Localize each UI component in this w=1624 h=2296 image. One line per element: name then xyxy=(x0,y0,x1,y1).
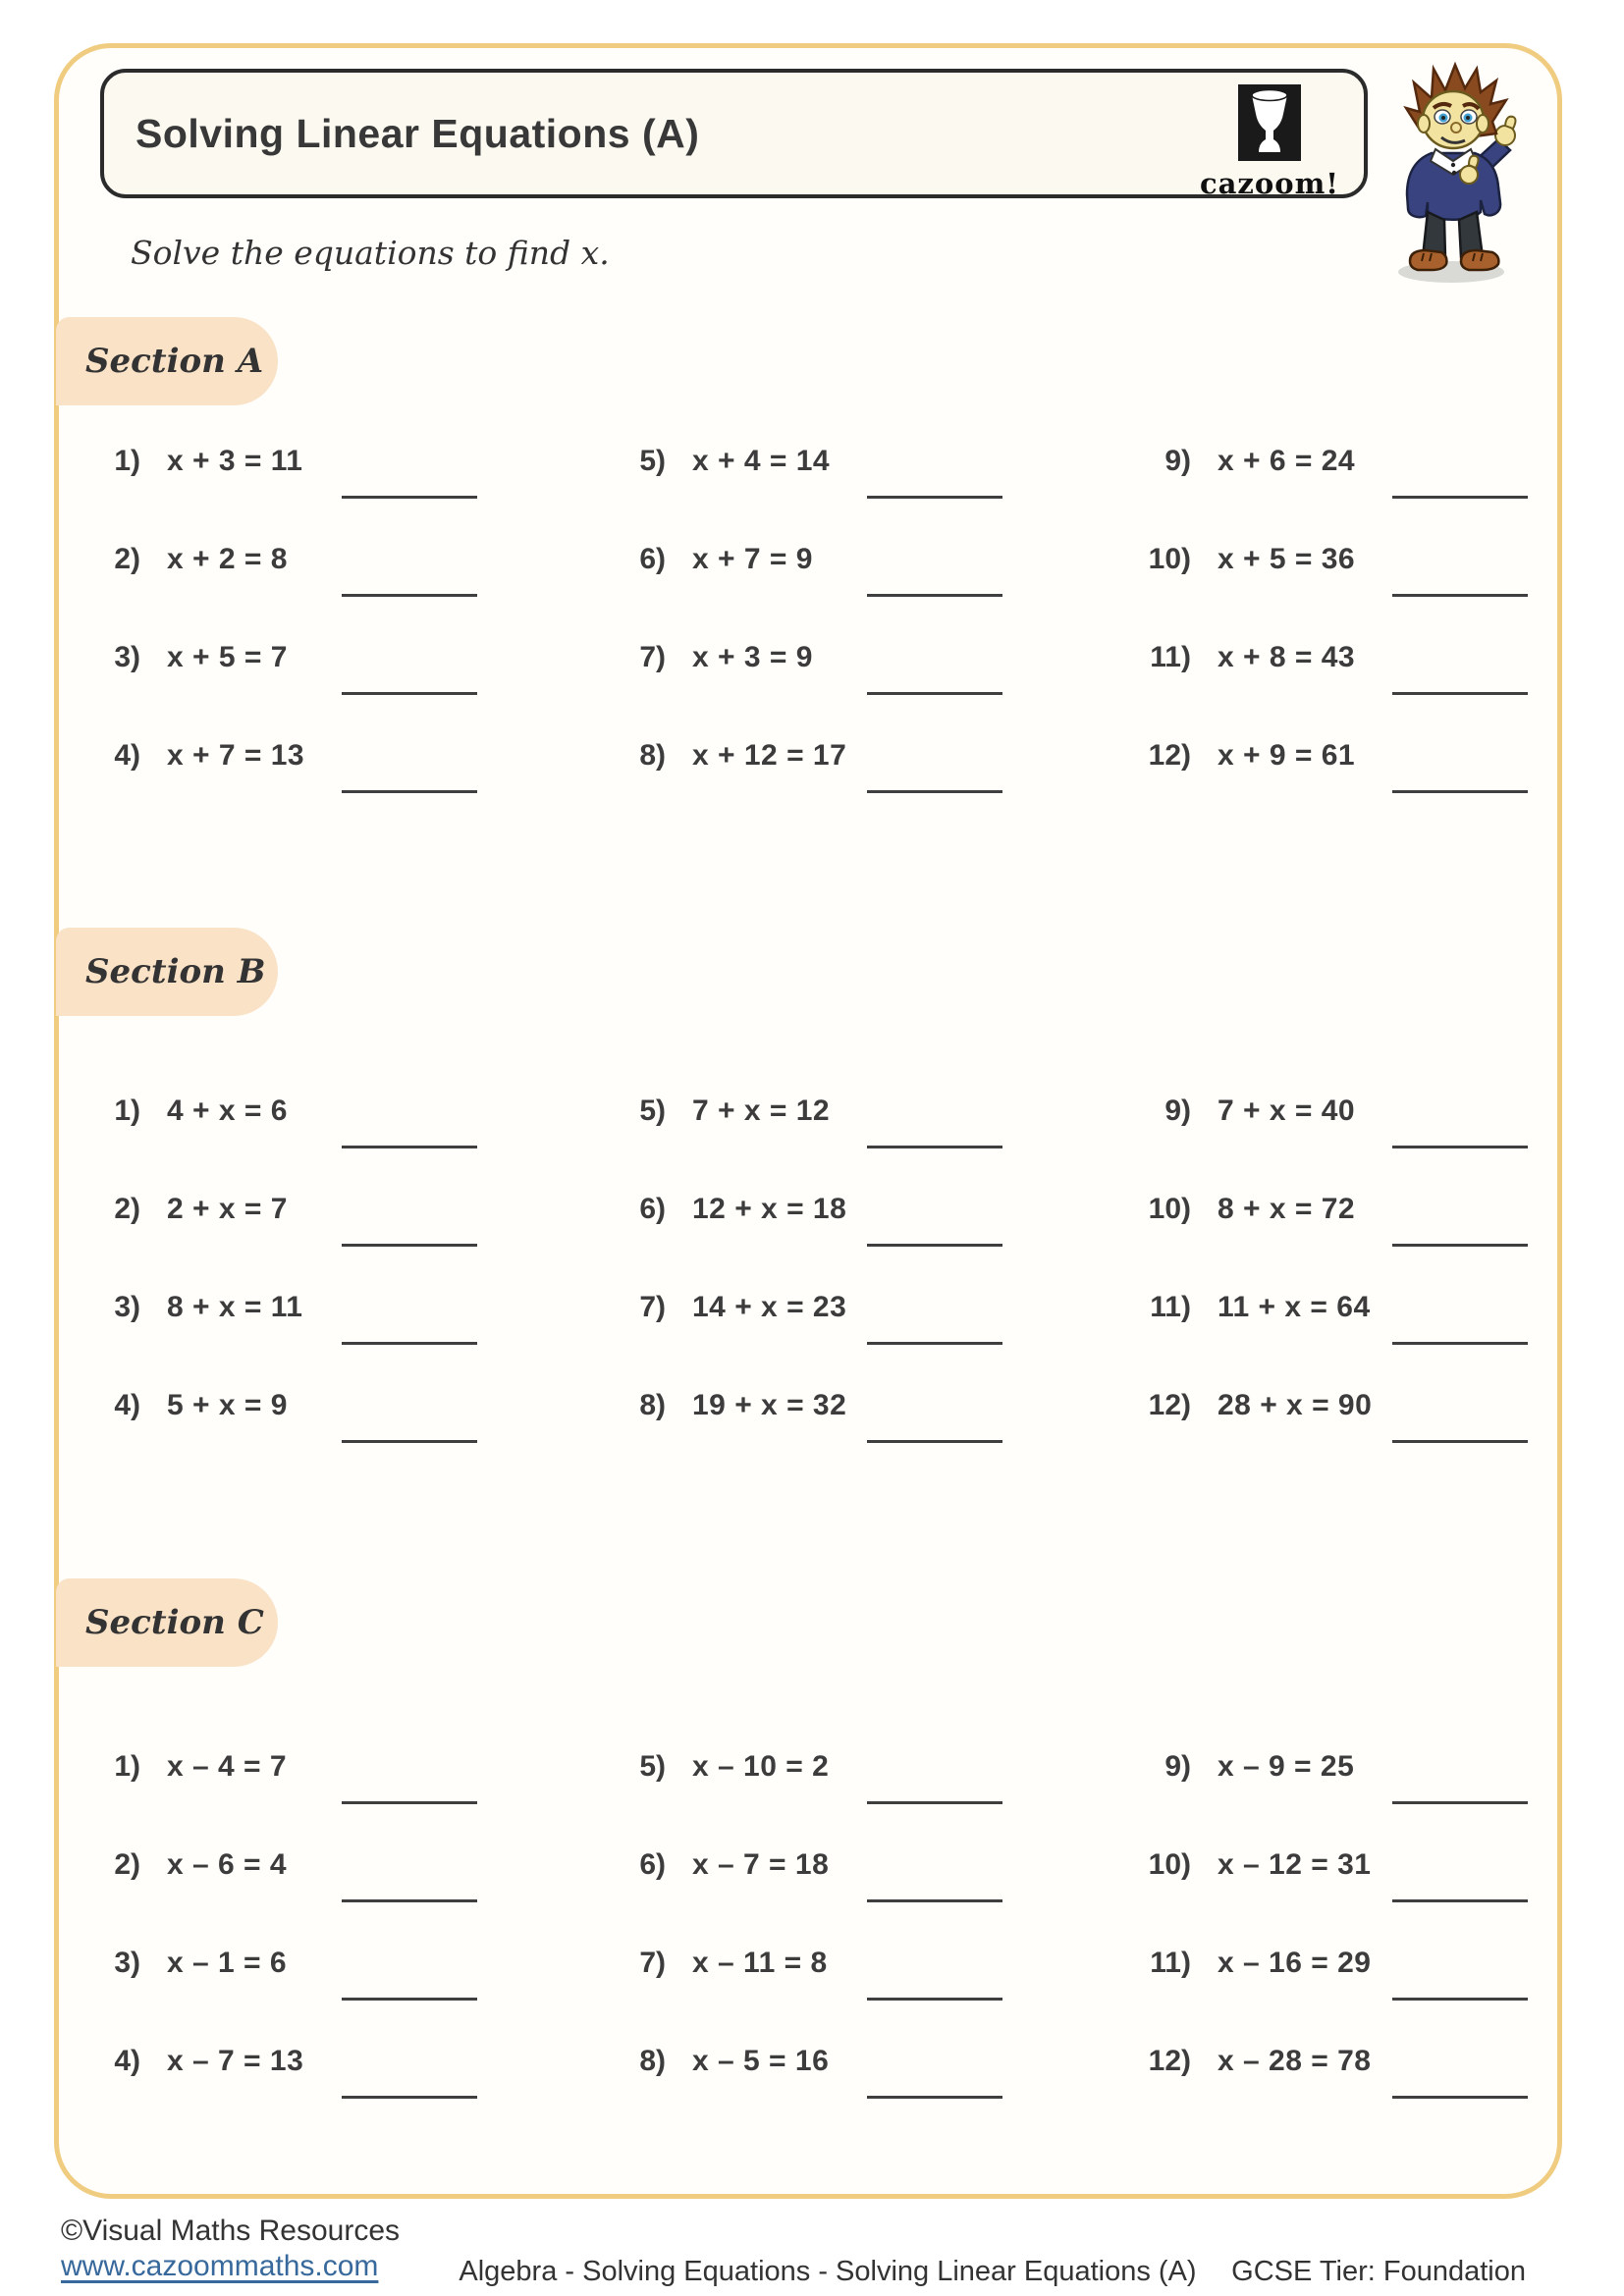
answer-line[interactable] xyxy=(1392,790,1528,793)
equation-text: x + 7 = 9 xyxy=(692,543,813,575)
equation-text: x – 7 = 13 xyxy=(167,2045,304,2077)
equation-number: 9) xyxy=(1164,1095,1191,1127)
footer-website-link[interactable]: www.cazoommaths.com xyxy=(61,2250,379,2282)
worksheet-header xyxy=(100,69,1368,198)
answer-line[interactable] xyxy=(1392,1899,1528,1902)
equation-text: x + 2 = 8 xyxy=(167,543,288,575)
equation-text: 12 + x = 18 xyxy=(692,1193,847,1225)
equation-item xyxy=(1144,2039,1560,2137)
equation-item xyxy=(619,537,1080,635)
page-title: Solving Linear Equations (A) xyxy=(135,110,700,156)
equation-number: 7) xyxy=(639,641,666,673)
equation-item xyxy=(619,1089,1080,1187)
equation-item xyxy=(619,733,1080,831)
equation-text: 14 + x = 23 xyxy=(692,1291,847,1323)
equation-text: x + 3 = 9 xyxy=(692,641,813,673)
equation-text: x + 6 = 24 xyxy=(1218,445,1356,477)
equation-item xyxy=(93,1383,555,1481)
equation-text: x – 16 = 29 xyxy=(1218,1947,1372,1979)
answer-line[interactable] xyxy=(342,1146,477,1148)
equation-number: 7) xyxy=(639,1291,666,1323)
equation-item xyxy=(1144,1089,1560,1187)
equation-number: 8) xyxy=(639,1389,666,1421)
equation-text: x – 5 = 16 xyxy=(692,2045,830,2077)
equation-text: 7 + x = 12 xyxy=(692,1095,831,1127)
answer-line[interactable] xyxy=(342,2096,477,2099)
equation-item xyxy=(619,635,1080,733)
equation-item xyxy=(1144,1187,1560,1285)
equation-item xyxy=(93,635,555,733)
equation-number: 3) xyxy=(114,1291,140,1323)
answer-line[interactable] xyxy=(1392,1801,1528,1804)
equation-item xyxy=(619,1842,1080,1941)
equation-text: 2 + x = 7 xyxy=(167,1193,288,1225)
equation-number: 6) xyxy=(639,1193,666,1225)
answer-line[interactable] xyxy=(1392,1244,1528,1247)
equation-number: 7) xyxy=(639,1947,666,1979)
equation-number: 2) xyxy=(114,1848,140,1881)
equation-item xyxy=(1144,635,1560,733)
djembe-drum-icon xyxy=(1238,84,1301,166)
equation-text: 28 + x = 90 xyxy=(1218,1389,1373,1421)
equation-text: x – 11 = 8 xyxy=(692,1947,828,1979)
equation-text: x + 5 = 36 xyxy=(1218,543,1356,575)
equation-text: 5 + x = 9 xyxy=(167,1389,288,1421)
equation-text: 8 + x = 72 xyxy=(1218,1193,1356,1225)
equation-item xyxy=(619,1285,1080,1383)
answer-line[interactable] xyxy=(867,1440,1002,1443)
answer-line[interactable] xyxy=(1392,1440,1528,1443)
equation-text: x + 9 = 61 xyxy=(1218,739,1356,772)
equation-text: 19 + x = 32 xyxy=(692,1389,847,1421)
answer-line[interactable] xyxy=(342,1801,477,1804)
answer-line[interactable] xyxy=(867,692,1002,695)
equation-number: 4) xyxy=(114,739,140,772)
answer-line[interactable] xyxy=(1392,692,1528,695)
answer-line[interactable] xyxy=(342,1342,477,1345)
section-a-label: Section A xyxy=(56,317,278,405)
footer-tier-label: GCSE Tier: Foundation xyxy=(1231,2256,1526,2287)
footer-breadcrumb: Algebra - Solving Equations - Solving Linear Equations (A) xyxy=(459,2256,1197,2287)
equation-item xyxy=(619,2039,1080,2137)
answer-line[interactable] xyxy=(342,790,477,793)
answer-line[interactable] xyxy=(342,594,477,597)
equation-number: 11) xyxy=(1150,641,1191,673)
answer-line[interactable] xyxy=(1392,1146,1528,1148)
equation-item xyxy=(1144,733,1560,831)
equation-item xyxy=(1144,537,1560,635)
equation-item xyxy=(93,733,555,831)
equation-item xyxy=(93,2039,555,2137)
answer-line[interactable] xyxy=(867,1342,1002,1345)
equation-text: x – 10 = 2 xyxy=(692,1750,830,1783)
equation-text: x – 6 = 4 xyxy=(167,1848,288,1881)
answer-line[interactable] xyxy=(867,1244,1002,1247)
equation-number: 11) xyxy=(1150,1291,1191,1323)
answer-line[interactable] xyxy=(867,1146,1002,1148)
equation-number: 6) xyxy=(639,1848,666,1881)
equation-item xyxy=(1144,1842,1560,1941)
section-c-equation-grid xyxy=(93,1744,1560,2137)
equation-item xyxy=(619,1744,1080,1842)
section-b-equation-grid xyxy=(93,1089,1560,1481)
logo-wordmark: cazoom! xyxy=(1199,167,1340,200)
equation-text: 7 + x = 40 xyxy=(1218,1095,1356,1127)
equation-item xyxy=(93,439,555,537)
equation-text: 8 + x = 11 xyxy=(167,1291,303,1323)
equation-text: x – 7 = 18 xyxy=(692,1848,830,1881)
equation-text: x + 3 = 11 xyxy=(167,445,303,477)
equation-number: 5) xyxy=(639,445,666,477)
equation-text: 11 + x = 64 xyxy=(1218,1291,1371,1323)
equation-number: 10) xyxy=(1148,543,1191,575)
equation-number: 1) xyxy=(114,1095,140,1127)
equation-number: 1) xyxy=(114,445,140,477)
answer-line[interactable] xyxy=(867,1899,1002,1902)
equation-text: x + 8 = 43 xyxy=(1218,641,1356,673)
answer-line[interactable] xyxy=(867,1801,1002,1804)
equation-item xyxy=(93,1744,555,1842)
instruction-text: Solve the equations to find x. xyxy=(131,234,610,272)
equation-text: x + 12 = 17 xyxy=(692,739,847,772)
equation-number: 5) xyxy=(639,1095,666,1127)
cazoom-logo xyxy=(1201,84,1338,200)
equation-number: 8) xyxy=(639,739,666,772)
equation-item xyxy=(93,537,555,635)
equation-item xyxy=(619,1187,1080,1285)
answer-line[interactable] xyxy=(867,496,1002,499)
equation-number: 3) xyxy=(114,641,140,673)
equation-item xyxy=(1144,1285,1560,1383)
equation-number: 6) xyxy=(639,543,666,575)
answer-line[interactable] xyxy=(342,496,477,499)
answer-line[interactable] xyxy=(867,594,1002,597)
equation-text: x – 12 = 31 xyxy=(1218,1848,1372,1881)
equation-number: 9) xyxy=(1164,445,1191,477)
answer-line[interactable] xyxy=(1392,594,1528,597)
equation-item xyxy=(1144,1383,1560,1481)
equation-number: 1) xyxy=(114,1750,140,1783)
equation-item xyxy=(93,1941,555,2039)
section-b-label: Section B xyxy=(56,928,278,1016)
equation-item xyxy=(619,1941,1080,2039)
section-a-equation-grid xyxy=(93,439,1560,831)
equation-number: 2) xyxy=(114,543,140,575)
equation-number: 10) xyxy=(1148,1848,1191,1881)
mascot-illustration xyxy=(1380,55,1538,291)
equation-text: x – 1 = 6 xyxy=(167,1947,288,1979)
equation-text: x + 5 = 7 xyxy=(167,641,288,673)
equation-item xyxy=(1144,439,1560,537)
equation-number: 11) xyxy=(1150,1947,1191,1979)
equation-number: 8) xyxy=(639,2045,666,2077)
answer-line[interactable] xyxy=(867,1998,1002,2001)
answer-line[interactable] xyxy=(342,1998,477,2001)
equation-text: x + 7 = 13 xyxy=(167,739,305,772)
equation-number: 4) xyxy=(114,1389,140,1421)
equation-item xyxy=(1144,1941,1560,2039)
equation-item xyxy=(93,1187,555,1285)
answer-line[interactable] xyxy=(1392,496,1528,499)
equation-text: x + 4 = 14 xyxy=(692,445,831,477)
equation-item xyxy=(93,1089,555,1187)
equation-number: 3) xyxy=(114,1947,140,1979)
answer-line[interactable] xyxy=(342,1440,477,1443)
equation-number: 10) xyxy=(1148,1193,1191,1225)
equation-item xyxy=(619,439,1080,537)
equation-text: x – 4 = 7 xyxy=(167,1750,288,1783)
equation-number: 9) xyxy=(1164,1750,1191,1783)
answer-line[interactable] xyxy=(342,1244,477,1247)
equation-item xyxy=(93,1285,555,1383)
equation-item xyxy=(1144,1744,1560,1842)
equation-text: 4 + x = 6 xyxy=(167,1095,288,1127)
equation-item xyxy=(619,1383,1080,1481)
equation-number: 2) xyxy=(114,1193,140,1225)
answer-line[interactable] xyxy=(342,1899,477,1902)
answer-line[interactable] xyxy=(1392,2096,1528,2099)
equation-number: 12) xyxy=(1148,1389,1191,1421)
answer-line[interactable] xyxy=(867,790,1002,793)
equation-number: 5) xyxy=(639,1750,666,1783)
equation-text: x – 9 = 25 xyxy=(1218,1750,1355,1783)
answer-line[interactable] xyxy=(342,692,477,695)
answer-line[interactable] xyxy=(1392,1342,1528,1345)
equation-number: 12) xyxy=(1148,739,1191,772)
answer-line[interactable] xyxy=(1392,1998,1528,2001)
footer-copyright: ©Visual Maths Resources xyxy=(61,2215,401,2247)
equation-item xyxy=(93,1842,555,1941)
equation-number: 12) xyxy=(1148,2045,1191,2077)
equation-number: 4) xyxy=(114,2045,140,2077)
equation-text: x – 28 = 78 xyxy=(1218,2045,1372,2077)
section-c-label: Section C xyxy=(56,1578,278,1667)
answer-line[interactable] xyxy=(867,2096,1002,2099)
